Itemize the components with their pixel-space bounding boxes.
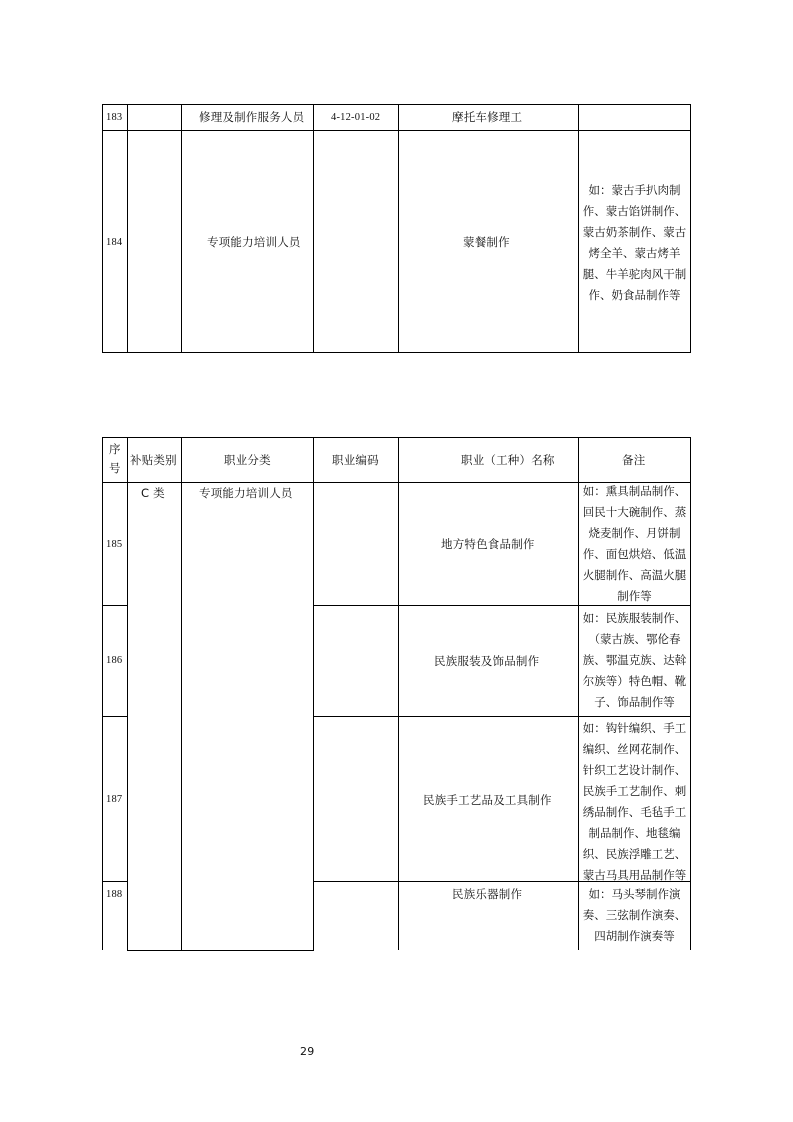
table-2-col-line — [127, 437, 128, 950]
table-1-col-line — [313, 104, 314, 353]
header-note: 备注 — [622, 453, 646, 467]
table-1-col-line — [181, 104, 182, 353]
table-2-row-divider — [102, 605, 128, 606]
table-1-col-line — [398, 104, 399, 353]
row-seq: 183 — [106, 112, 123, 123]
table-2-row-divider — [313, 716, 691, 717]
table-1-col-line — [127, 104, 128, 353]
row-name: 蒙餐制作 — [463, 235, 510, 249]
table-1-row-divider — [102, 130, 691, 131]
header-code: 职业编码 — [332, 453, 379, 467]
row-seq: 185 — [106, 539, 123, 550]
row-category: 修理及制作服务人员 — [199, 110, 305, 124]
table-2-bottom-edge — [127, 950, 314, 951]
row-seq: 188 — [106, 889, 123, 900]
header-category: 职业分类 — [224, 453, 271, 467]
table-1-bottom-border — [102, 352, 691, 353]
table-1-col-line — [690, 104, 691, 353]
table-1-col-line — [102, 104, 103, 353]
row-seq: 187 — [106, 794, 123, 805]
row-name: 民族服装及饰品制作 — [434, 654, 540, 668]
row-note: 如：蒙古手扒肉制 作、蒙古馅饼制作、 蒙古奶茶制作、蒙古 烤全羊、蒙古烤羊 腿、牛羊驼肉风干制 作、奶食品制作等 — [582, 183, 687, 302]
table-2-col-line — [102, 437, 103, 950]
header-seq-line2: 号 — [109, 461, 121, 475]
row-code: 4-12-01-02 — [331, 112, 381, 123]
header-subsidy-type: 补贴类别 — [130, 453, 177, 467]
row-note: 如：钩针编织、手工 编织、丝网花制作、 针织工艺设计制作、 民族手工艺制作、刺 绣品制作、毛毡手工 制品制作、地毯编 织、民族浮雕工艺、 蒙古马具用品制作等 — [582, 721, 687, 882]
row-name: 摩托车修理工 — [452, 110, 523, 124]
row-name: 民族乐器制作 — [452, 887, 523, 901]
row-seq: 186 — [106, 655, 123, 666]
subsidy-type-value: C 类 — [141, 486, 165, 500]
row-seq: 184 — [106, 237, 123, 248]
table-2-col-line — [690, 437, 691, 950]
row-note: 如：民族服装制作、 （蒙古族、鄂伦春 族、鄂温克族、达斡 尔族等）特色帽、靴 子、饰品制作等 — [582, 611, 687, 709]
table-2-col-line — [313, 437, 314, 950]
category-value: 专项能力培训人员 — [199, 486, 293, 500]
page-number: 29 — [300, 1045, 315, 1058]
row-name: 民族手工艺品及工具制作 — [423, 793, 552, 807]
row-name: 地方特色食品制作 — [441, 537, 535, 551]
row-category: 专项能力培训人员 — [207, 235, 301, 249]
header-name: 职业（工种）名称 — [461, 453, 555, 467]
table-2-col-line — [181, 437, 182, 950]
table-2-row-divider — [102, 881, 128, 882]
row-note: 如：熏具制品制作、 回民十大碗制作、蒸 烧麦制作、月饼制 作、面包烘焙、低温 火腿制作、高温火腿 制作等 — [582, 484, 687, 603]
table-2-col-line — [398, 437, 399, 950]
header-seq-line1: 序 — [109, 442, 121, 456]
table-2-row-divider — [102, 716, 128, 717]
table-2-top-border — [102, 437, 691, 438]
row-note: 如：马头琴制作演 奏、三弦制作演奏、 四胡制作演奏等 — [582, 887, 687, 943]
table-1-top-border — [102, 104, 691, 105]
